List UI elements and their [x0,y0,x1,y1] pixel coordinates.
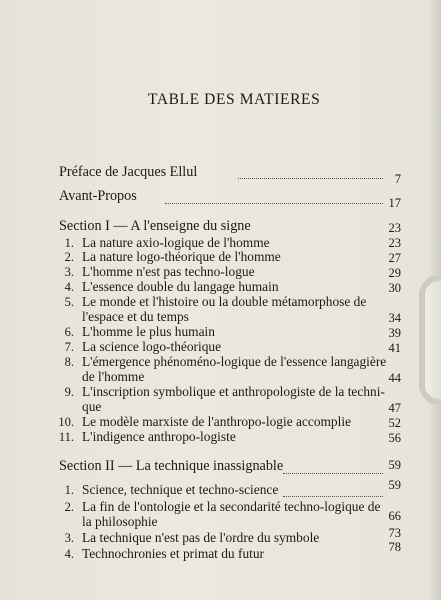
toc-item-number: 1. [64,236,74,250]
page-title: TABLE DES MATIERES [148,91,321,108]
toc-item-text: L'inscription symbolique et anthropologiste de la techni- [82,384,385,399]
toc-item-number: 3. [64,531,74,545]
toc-item-number: 10. [58,415,74,429]
toc-item-text: L'homme n'est pas techno-logue [82,264,255,279]
toc-item-text: Technochronies et primat du futur [82,546,265,561]
toc-item-page: 34 [388,311,401,325]
toc-item-text: Le monde et l'histoire ou la double métamorphose de [82,294,367,309]
toc-item-text: L'essence double du langage humain [82,279,279,294]
toc-item-text: L'homme le plus humain [82,324,215,339]
toc-section-1-page: 23 [388,221,401,235]
toc-item-text: La technique n'est pas de l'ordre du symbole [82,530,320,545]
toc-item-text: La nature axio-logique de l'homme [82,235,270,250]
toc-item-page: 29 [388,266,401,280]
toc-item-page: 59 [388,478,401,492]
toc-item-number: 9. [64,385,74,399]
toc-item-page: 47 [388,401,401,415]
toc-section-1-label: Section I — A l'enseigne du signe [59,218,251,234]
toc-preface-page: 7 [394,172,401,186]
toc-avant-propos-label: Avant-Propos [59,188,137,204]
toc-item-text: La fin de l'ontologie et la secondarité techno-logique de [82,499,381,514]
toc-item-page: 73 [388,526,401,540]
toc-item-page: 39 [388,326,401,340]
toc-item-page: 78 [388,540,401,554]
toc-item-text-continued: de l'homme [82,369,145,384]
toc-item-number: 3. [64,265,74,279]
toc-leader [283,496,383,497]
toc-item-text: Le modèle marxiste de l'anthropo-logie accomplie [82,414,352,429]
toc-item-number: 7. [64,340,74,354]
bleed-through-text [281,0,411,150]
toc-item-page: 56 [388,431,401,445]
toc-section-2-label: Section II — La technique inassignable [59,458,284,474]
toc-item-text-continued: l'espace et du temps [82,309,189,324]
toc-item-page: 44 [388,371,401,385]
toc-item-page: 52 [388,416,401,430]
binder-ring [419,275,441,405]
toc-item-page: 27 [388,251,401,265]
toc-leader [283,473,383,474]
toc-item-number: 4. [64,280,74,294]
toc-avant-propos-page: 17 [388,196,401,210]
toc-item-text: Science, technique et techno-science [82,482,279,497]
toc-item-number: 2. [64,500,74,514]
toc-item-number: 2. [64,250,74,264]
toc-item-page: 41 [388,341,401,355]
toc-item-number: 6. [64,325,74,339]
toc-item-text-continued: que [82,399,102,414]
toc-item-text: La science logo-théorique [82,339,222,354]
toc-item-text: L'indigence anthropo-logiste [82,429,236,444]
toc-item-text: L'émergence phénoméno-logique de l'essence langagière [82,354,387,369]
toc-item-number: 4. [64,547,74,561]
toc-item-text-continued: la philosophie [82,514,158,529]
toc-item-number: 1. [64,483,74,497]
toc-leader [238,178,383,179]
toc-section-2-page: 59 [388,458,401,472]
toc-item-page: 30 [388,281,401,295]
toc-item-number: 11. [58,430,74,444]
toc-item-page: 66 [388,509,401,523]
toc-item-text: La nature logo-théorique de l'homme [82,249,281,264]
toc-preface-label: Préface de Jacques Ellul [59,164,198,180]
toc-item-number: 8. [64,355,74,369]
toc-item-number: 5. [64,295,74,309]
toc-leader [165,203,383,204]
toc-item-page: 23 [388,236,401,250]
